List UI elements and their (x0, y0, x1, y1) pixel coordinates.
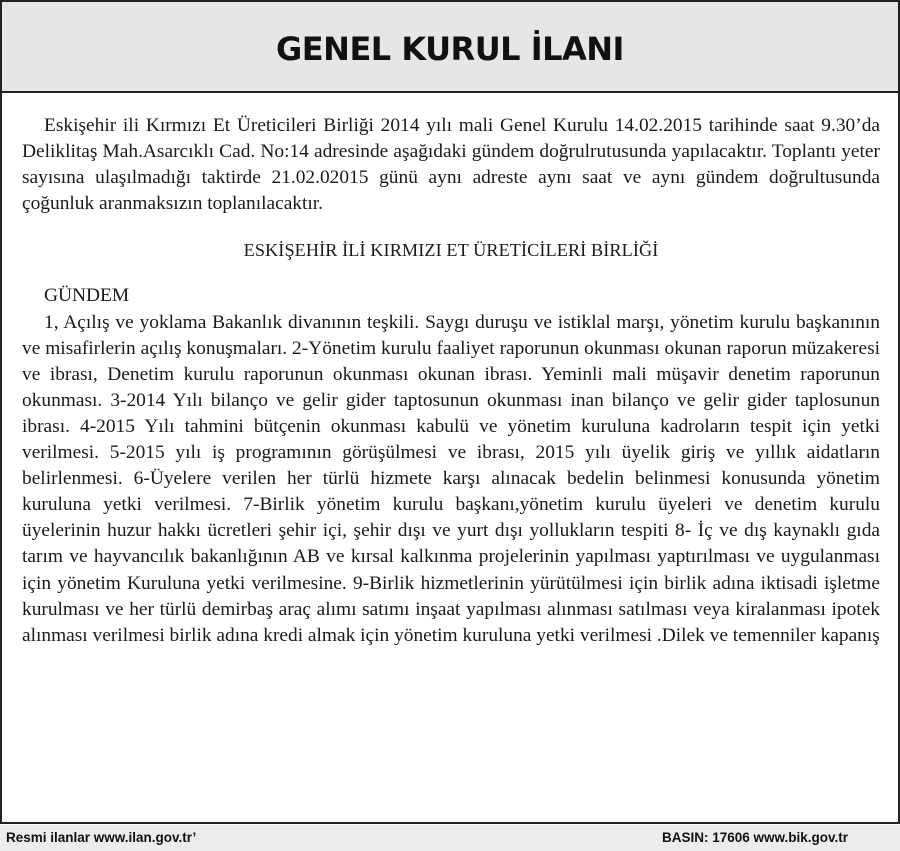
agenda-body: 1, Açılış ve yoklama Bakanlık divanının teşkili. Saygı duruşu ve istiklal marşı, yönetim kurulu başkanının ve misafirlerin açılış konuşmaları. 2-Yönetim kurulu faaliyet raporunun okunması okunan raporun müzakeresi ve ibrası, Denetim kurulu raporunun okunması okunan ibrası. Yeminli mali müşavir denetim raporunun okunması. 3-2014 Yılı bilanço ve gelir gider taptosunun okunması inan bilanço ve gelir gider taplosunun ibrası. 4-2015 Yılı tahmini bütçenin okunması kabulü ve yönetim kuruluna kadroların tespit için yetki verilmesi. 5-2015 yılı iş programının görüşülmesi ve ibrası, 2015 yılı üyelik giriş ve yıllık aidatların belirlenmesi. 6-Üyelere verilen her türlü hizmete karşı alınacak bedelin belinmesi konusunda yönetim kuruluna yetki verilmesi. 7-Birlik yönetim kurulu başkanı,yönetim kurulu üyeleri ve denetim kurulu üyelerinin huzur hakkı ücretleri şehir içi, şehir dışı ve yurt dışı yollukların tespiti 8- İç ve dış kaynaklı gıda tarım ve hayvancılık bakanlığının AB ve kırsal kalkınma projelerinin yapılması yaptırılması ve uygulanması için yönetim Kuruluna yetki verilmesine. 9-Birlik hizmetlerinin yürütülmesi için birlik adına iktisadi işletme kurulması ve her türlü demirbaş araç alımı satımı inşaat yapılması alınması satılması veya kiralanması ipotek alınması verilmesi birlik adına kredi almak için yönetim kuruluna yetki verilmesi .Dilek ve temenniler kapanış (22, 311, 880, 646)
footer-bar (0, 825, 900, 851)
agenda-heading: GÜNDEM (44, 285, 130, 307)
intro-paragraph: Eskişehir ili Kırmızı Et Üreticileri Birliği 2014 yılı mali Genel Kurulu 14.02.2015 tarihinde saat 9.30’da Deliklitaş Mah.Asarcıklı Cad. No:14 adresinde aşağıdaki gündem doğrulrutusunda yapılacaktır. Toplantı yeter sayısına ulaşılmadığı taktirde 21.02.02015 günü aynı adreste aynı saat ve aynı gündem doğrultusunda çoğunluk aranmaksızın toplanılacaktır. (22, 115, 880, 215)
announcement-title: GENEL KURUL İLANI (276, 29, 624, 68)
footer-website-link[interactable]: Resmi ilanlar www.ilan.gov.tr’ (6, 830, 197, 845)
announcement-header (2, 2, 898, 93)
announcement-content (2, 93, 898, 649)
organization-name: ESKİŞEHİR İLİ KIRMIZI ET ÜRETİCİLERİ BİRLİĞİ (243, 240, 659, 261)
footer-press-info[interactable]: BASIN: 17606 www.bik.gov.tr (661, 830, 848, 845)
